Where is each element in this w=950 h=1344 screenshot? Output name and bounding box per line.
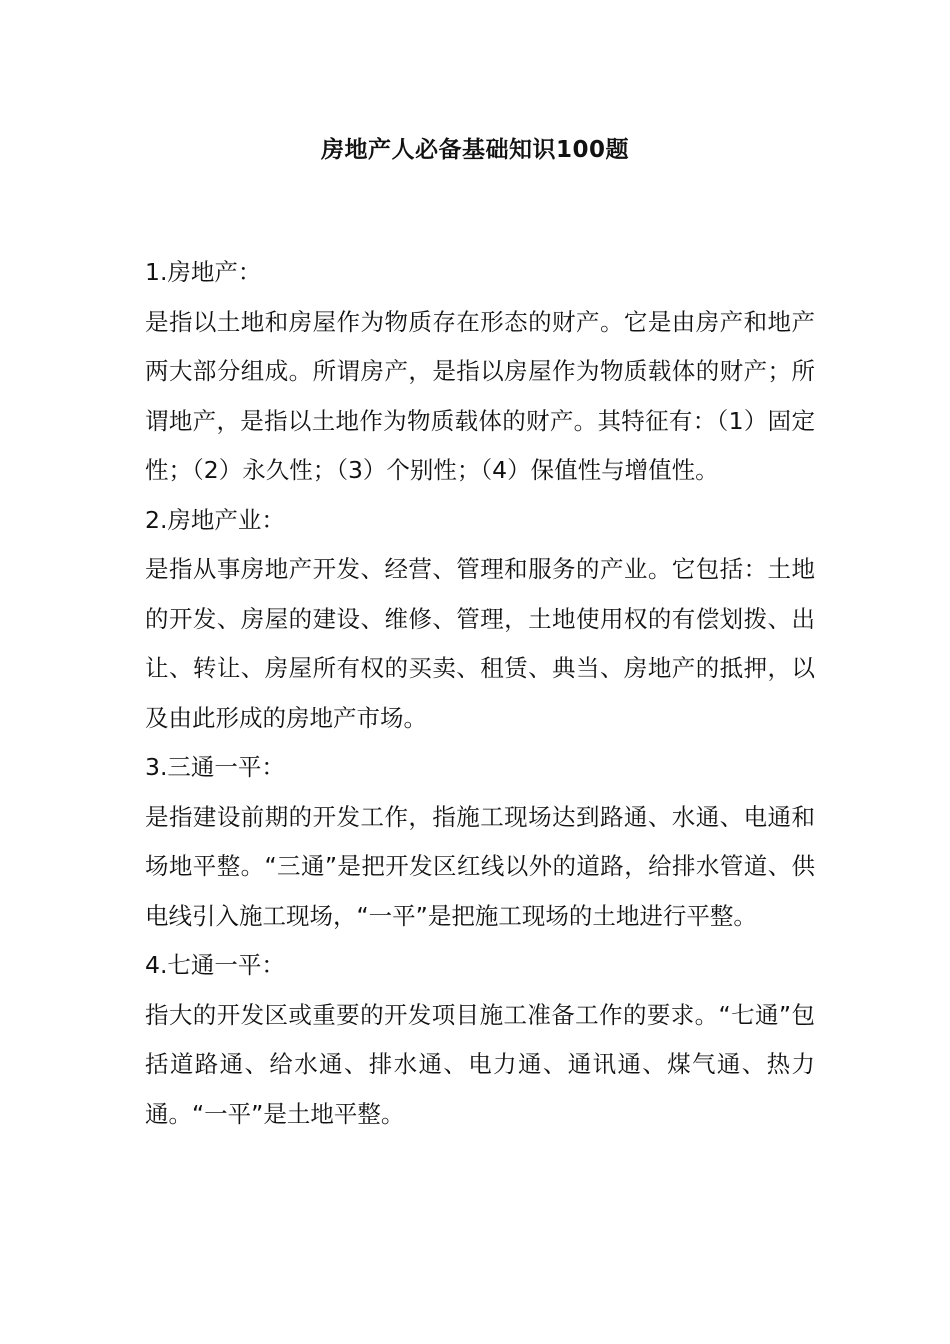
section-heading: 4.七通一平： xyxy=(145,951,285,979)
section-1 xyxy=(145,248,815,496)
section-heading: 3.三通一平： xyxy=(145,753,285,781)
section-text: 是指以土地和房屋作为物质存在形态的财产。它是由房产和地产两大部分组成。所谓房产，是指以房屋作为物质载体的财产；所谓地产，是指以土地作为物质载体的财产。其特征有：（1）固定性；（2）永久性；（3）个别性；（4）保值性与增值性。 xyxy=(145,307,815,484)
section-2 xyxy=(145,496,815,744)
section-3 xyxy=(145,743,815,941)
section-text: 是指建设前期的开发工作，指施工现场达到路通、水通、电通和场地平整。“三通”是把开发区红线以外的道路，给排水管道、供电线引入施工现场，“一平”是把施工现场的土地进行平整。 xyxy=(145,802,815,930)
section-4 xyxy=(145,941,815,1139)
document-title: 房地产人必备基础知识100题 xyxy=(320,137,629,163)
section-text: 是指从事房地产开发、经营、管理和服务的产业。它包括：土地的开发、房屋的建设、维修、管理，土地使用权的有偿划拨、出让、转让、房屋所有权的买卖、租赁、典当、房地产的抵押，以及由此形成的房地产市场。 xyxy=(145,555,815,732)
document-body xyxy=(145,248,815,1139)
section-text: 指大的开发区或重要的开发项目施工准备工作的要求。“七通”包括道路通、给水通、排水通、电力通、通讯通、煤气通、热力通。“一平”是土地平整。 xyxy=(145,1000,815,1128)
section-heading: 1.房地产： xyxy=(145,258,262,286)
section-heading: 2.房地产业： xyxy=(145,505,285,534)
